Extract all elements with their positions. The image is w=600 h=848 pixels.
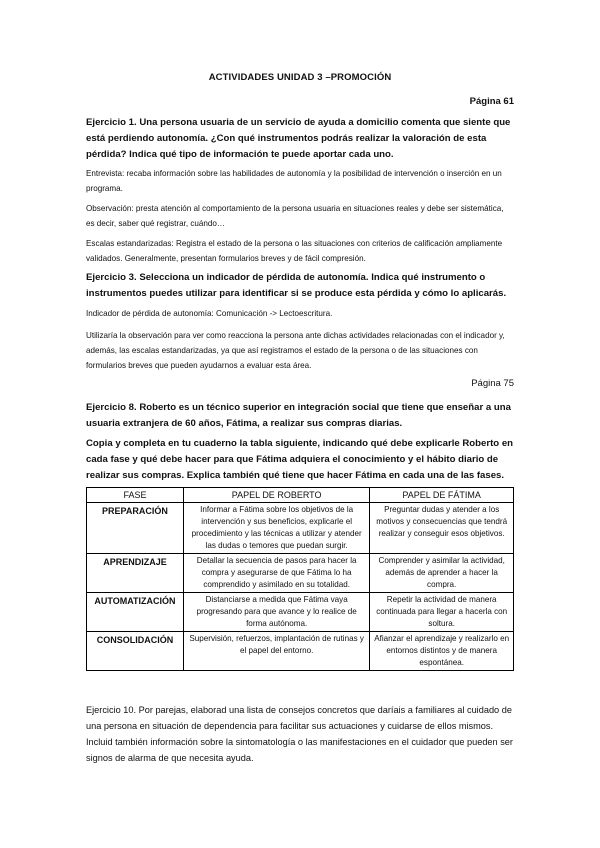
table-row (87, 593, 514, 632)
exercise-8-question: Ejercicio 8. Roberto es un técnico superior en integración social que tiene que enseñar a una usuaria extranjera de 60 años, Fátima, a realizar sus compras diarias. (86, 402, 511, 429)
exercise-1-answer-scales (86, 236, 514, 266)
exercise-3-answer-method (86, 328, 514, 373)
fatima-cell: Afianzar el aprendizaje y realizarlo en entornos distintos y de manera espontánea. (370, 632, 514, 671)
exercise-3 (86, 270, 514, 302)
phase-cell: CONSOLIDACIÓN (87, 632, 184, 671)
document-title: ACTIVIDADES UNIDAD 3 –PROMOCIÓN (208, 72, 392, 83)
phase-cell: APRENDIZAJE (87, 554, 184, 593)
table-row (87, 503, 514, 554)
fatima-cell: Comprender y asimilar la actividad, además de aprender a hacer la compra. (370, 554, 514, 593)
exercise-8 (86, 400, 514, 432)
roberto-cell: Supervisión, refuerzos, implantación de rutinas y el papel del entorno. (183, 632, 369, 671)
roberto-cell: Detallar la secuencia de pasos para hacer la compra y asegurarse de que Fátima lo ha comprendido y asimilado en su totalidad. (183, 554, 369, 593)
roberto-cell: Informar a Fátima sobre los objetivos de la intervención y sus beneficios, explicarle el procedimiento y las técnicas a utilizar y atender las dudas o temores que puedan surgir. (183, 503, 369, 554)
fatima-cell: Preguntar dudas y atender a los motivos y consecuencias que tendrá realizar y conseguir esos objetivos. (370, 503, 514, 554)
table-header-row (87, 488, 514, 503)
column-header-phase: FASE (87, 488, 184, 503)
table-row (87, 554, 514, 593)
exercise-8-instruction-text: Copia y completa en tu cuaderno la tabla siguiente, indicando qué debe explicarle Roberto en cada fase y qué debe hacer para que Fátima adquiera el conocimiento y el hábito diario de realizar sus compras. Explica también qué tiene que hacer Fátima en cada una de las fases. (86, 438, 514, 481)
answer-interview: Entrevista: recaba información sobre las habilidades de autonomía y la posibilidad de intervención o inserción en un programa. (86, 169, 502, 193)
answer-method: Utilizaría la observación para ver como reacciona la persona ante dichas actividades relacionadas con el indicador y, además, las escalas estandarizadas, ya que así registramos el estado de la persona o de las situaciones con formularios breves que pueden ayudarnos a evaluar esta área. (86, 331, 505, 370)
exercise-1-answer-observation (86, 201, 514, 231)
column-header-roberto: PAPEL DE ROBERTO (183, 488, 369, 503)
exercise-1 (86, 115, 514, 163)
table-row (87, 632, 514, 671)
phase-cell: PREPARACIÓN (87, 503, 184, 554)
page-reference-75: Página 75 (471, 378, 514, 389)
phases-table (86, 487, 514, 671)
roberto-cell: Distanciarse a medida que Fátima vaya progresando para que avance y lo realice de forma autónoma. (183, 593, 369, 632)
answer-indicator: Indicador de pérdida de autonomía: Comunicación -> Lectoescritura. (86, 309, 333, 318)
phase-cell: AUTOMATIZACIÓN (87, 593, 184, 632)
exercise-1-question: Ejercicio 1. Una persona usuaria de un servicio de ayuda a domicilio comenta que siente que está perdiendo autonomía. ¿Con qué instrumentos podrás realizar la valoración de esta pérdida? Indica qué tipo de información te puede aportar cada uno. (86, 117, 511, 160)
exercise-8-instruction (86, 436, 514, 484)
exercise-10-text: Ejercicio 10. Por parejas, elaborad una lista de consejos concretos que daríais a familiares al cuidado de una persona en situación de dependencia para facilitar sus actuaciones y cuidarse de ellos mismos. Incluid también información sobre la sintomatología o las manifestaciones en el cuidador que pueden ser signos de alarma de que necesita ayuda. (86, 705, 513, 763)
answer-scales: Escalas estandarizadas: Registra el estado de la persona o las situaciones con criterios de calificación ampliamente validados. Generalmente, presentan formularios breves y de fácil compresión. (86, 239, 503, 263)
column-header-fatima: PAPEL DE FÁTIMA (370, 488, 514, 503)
exercise-3-question: Ejercicio 3. Selecciona un indicador de pérdida de autonomía. Indica qué instrumento o instrumentos puedes utilizar para identificar si se produce esta pérdida y cómo lo aplicarás. (86, 272, 507, 299)
exercise-3-answer-indicator (86, 306, 514, 321)
page-reference-61: Página 61 (469, 96, 514, 107)
fatima-cell: Repetir la actividad de manera continuada para llegar a hacerla con soltura. (370, 593, 514, 632)
exercise-10 (86, 702, 514, 766)
answer-observation: Observación: presta atención al comportamiento de la persona usuaria en situaciones reales y debe ser sistemática, es decir, saber qué registrar, cuándo… (86, 204, 504, 228)
exercise-1-answer-interview (86, 166, 514, 196)
